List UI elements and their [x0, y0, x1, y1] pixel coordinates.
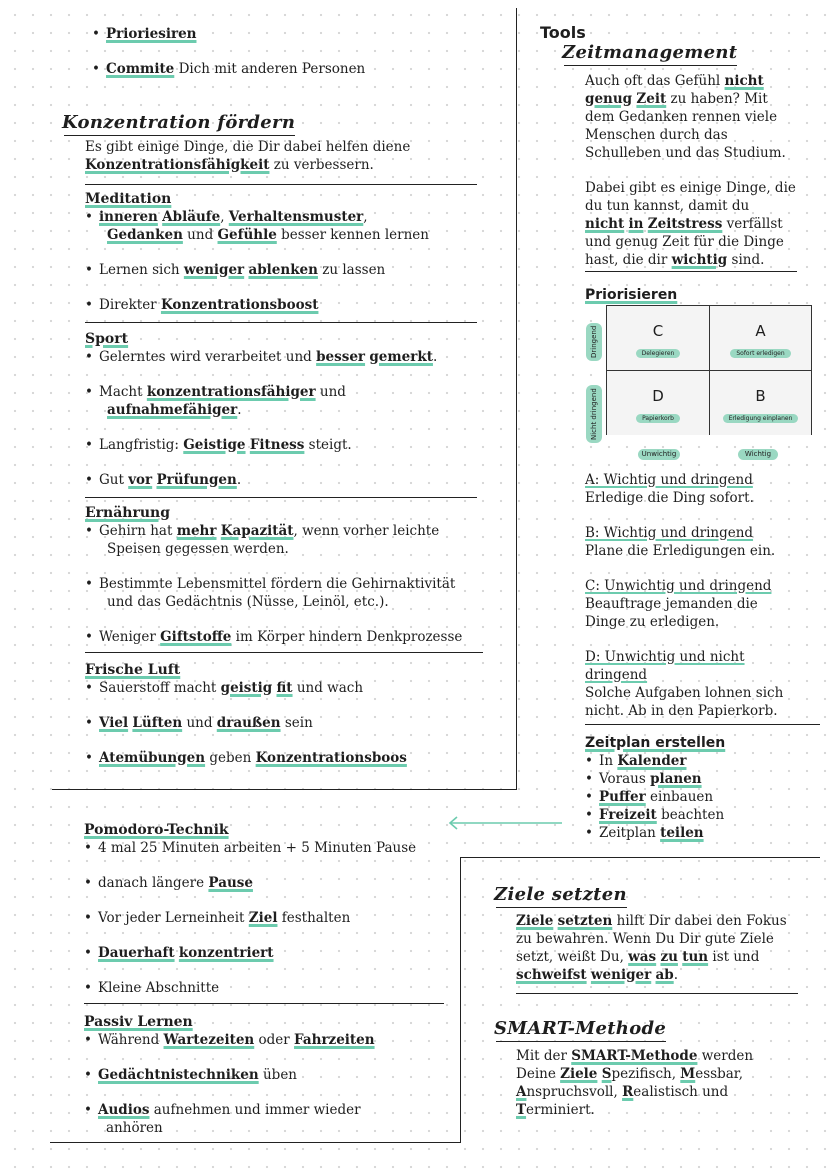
list-item: • Weniger Giftstoffe im Körper hindern Denkprozesse [85, 628, 495, 646]
list-item: • Dauerhaft konzentriert [84, 944, 454, 962]
col-label-wichtig: Wichtig [738, 449, 778, 460]
zeit-intro: Auch oft das Gefühl nicht genug Zeit zu haben? Mit dem Gedanken rennen viele Menschen durch das Schulleben und das Studium. Dabei gibt es einige Dinge, die du tun kannst, damit du nicht in Zeitstress verfällst und genug Zeit für die Dinge hast, die dir wichtig sind. [585, 73, 796, 268]
list-item: • Gehirn hat mehr Kapazität, wenn vorher leichte [85, 522, 495, 540]
list-item: • Viel Lüften und draußen sein [85, 714, 485, 732]
row-label-nicht-dringend: Nicht dringend [586, 385, 602, 443]
divider [585, 271, 797, 272]
list-item: • Commite Dich mit anderen Personen [92, 60, 492, 78]
sport-block: Sport • Gelerntes wird verarbeitet und besser gemerkt. • Macht konzentrationsfähiger und aufnahmefähiger. • Langfristig: Geistige Fitness steigt. • Gut vor Prüfungen. [85, 330, 485, 489]
matrix-label: Papierkorb [636, 414, 680, 423]
list-item: • Vor jeder Lerneinheit Ziel festhalten [84, 909, 454, 927]
matrix-cell-b: B Erledigung einplanen [710, 371, 811, 435]
divider [585, 724, 820, 725]
list-item: • Lernen sich weniger ablenken zu lassen [85, 261, 485, 279]
list-item: • inneren Abläufe, Verhaltensmuster, [85, 208, 485, 226]
konz-intro: Es gibt einige Dinge, die Dir dabei helfen diene Konzentrationsfähigkeit zu verbessern. [85, 139, 411, 173]
list-item: • Bestimmte Lebensmittel fördern die Gehirnaktivität [85, 575, 495, 593]
matrix-cell-c: C Delegieren [607, 306, 710, 371]
divider [85, 497, 477, 498]
tools-heading: Tools [540, 23, 586, 42]
matrix-label: Sofort erledigen [730, 349, 790, 358]
ernaehrung-block: Ernährung • Gehirn hat mehr Kapazität, wenn vorher leichte Speisen gegessen werden. • Bestimmte Lebensmittel fördern die Gehirnaktivität und das Gedächtnis (Nüsse, Leinöl, etc.). • Weniger Giftstoffe im Körper hindern Denkprozesse [85, 504, 495, 646]
frische-heading: Frische Luft [85, 662, 181, 678]
list-item: • Gedächtnistechniken üben [84, 1066, 454, 1084]
list-item: • Zeitplan teilen [585, 824, 815, 842]
zeitplan-heading: Zeitplan erstellen [585, 735, 726, 751]
section-title-konzentration: Konzentration fördern [62, 112, 296, 133]
ziele-text: Ziele setzten hilft Dir dabei den Fokus zu bewahren. Wenn Du Dir gute Ziele setzt, weißt Du, was zu tun ist und schweifst weniger ab. [516, 913, 787, 983]
divider [85, 652, 483, 653]
eisenhower-matrix [586, 305, 812, 461]
pomodoro-block [84, 821, 454, 997]
top-bullets [92, 25, 492, 78]
section-title-zeitmanagement: Zeitmanagement [562, 42, 738, 63]
list-item: • Sauerstoff macht geistig fit und wach [85, 679, 485, 697]
list-item: • Atemübungen geben Konzentrationsboos [85, 749, 485, 767]
list-item: • Gelerntes wird verarbeitet und besser gemerkt. [85, 348, 485, 366]
list-item: • 4 mal 25 Minuten arbeiten + 5 Minuten Pause [84, 839, 454, 857]
list-item: • Prioriesiren [92, 25, 492, 43]
left-column-right-border [516, 8, 517, 790]
matrix-label: Delegieren [636, 349, 681, 358]
list-item: • Voraus planen [585, 770, 815, 788]
list-item: • Gut vor Prüfungen. [85, 471, 485, 489]
sport-heading: Sport [85, 331, 129, 347]
list-item: • Audios aufnehmen und immer wieder [84, 1101, 454, 1119]
right-bottom-top-border [460, 857, 820, 858]
divider [516, 993, 798, 994]
list-item: • Macht konzentrationsfähiger und [85, 383, 485, 401]
priorisieren-explanations: A: Wichtig und dringend Erledige die Ding sofort. B: Wichtig und dringend Plane die Erledigungen ein. C: Unwichtig und dringend Beauftrage jemanden die Dinge zu erledigen. D: Unwichtig und nicht dringend Solche Aufgaben lohnen sich nicht. Ab in den Papierkorb. [585, 472, 784, 719]
divider [85, 322, 477, 323]
matrix-frame [606, 305, 812, 435]
bottom-left-border [50, 1142, 461, 1143]
pomodoro-heading: Pomodoro-Technik [84, 822, 229, 838]
list-item: • danach längere Pause [84, 874, 454, 892]
smart-text: Mit der SMART-Methode werden Deine Ziele Spezifisch, Messbar, Anspruchsvoll, Realistisch und Terminiert. [516, 1048, 754, 1118]
divider [84, 1003, 444, 1004]
list-item: • Während Wartezeiten oder Fahrzeiten [84, 1031, 454, 1049]
meditation-block: Meditation • inneren Abläufe, Verhaltensmuster, Gedanken und Gefühle besser kennen lernen • Lernen sich weniger ablenken zu lassen • Direkter Konzentrationsboost [85, 190, 485, 314]
priorisieren-heading: Priorisieren [585, 287, 678, 303]
left-arrow-icon [447, 815, 565, 831]
col-label-unwichtig: Unwichtig [638, 449, 680, 460]
matrix-label: Erledigung einplanen [723, 414, 799, 423]
passiv-block: Passiv Lernen • Während Wartezeiten oder Fahrzeiten • Gedächtnistechniken üben • Audios aufnehmen und immer wieder anhören [84, 1013, 454, 1137]
passiv-heading: Passiv Lernen [84, 1014, 193, 1030]
list-item: • Puffer einbauen [585, 788, 815, 806]
frische-block [85, 661, 485, 767]
divider [85, 184, 477, 185]
section-title-smart: SMART-Methode [494, 1018, 667, 1039]
list-item: • In Kalender [585, 752, 815, 770]
ernaehrung-heading: Ernährung [85, 505, 170, 521]
zeitplan-block [585, 734, 815, 842]
list-item: • Kleine Abschnitte [84, 979, 454, 997]
matrix-cell-d: D Papierkorb [607, 371, 710, 435]
row-label-dringend: Dringend [586, 323, 602, 361]
matrix-cell-a: A Sofort erledigen [710, 306, 811, 371]
list-item: • Freizeit beachten [585, 806, 815, 824]
right-bottom-left-border [460, 857, 461, 1143]
left-column-bottom-border [52, 789, 517, 790]
meditation-heading: Meditation [85, 191, 172, 207]
list-item: • Langfristig: Geistige Fitness steigt. [85, 436, 485, 454]
list-item: • Direkter Konzentrationsboost [85, 296, 485, 314]
section-title-ziele: Ziele setzten [494, 884, 627, 905]
